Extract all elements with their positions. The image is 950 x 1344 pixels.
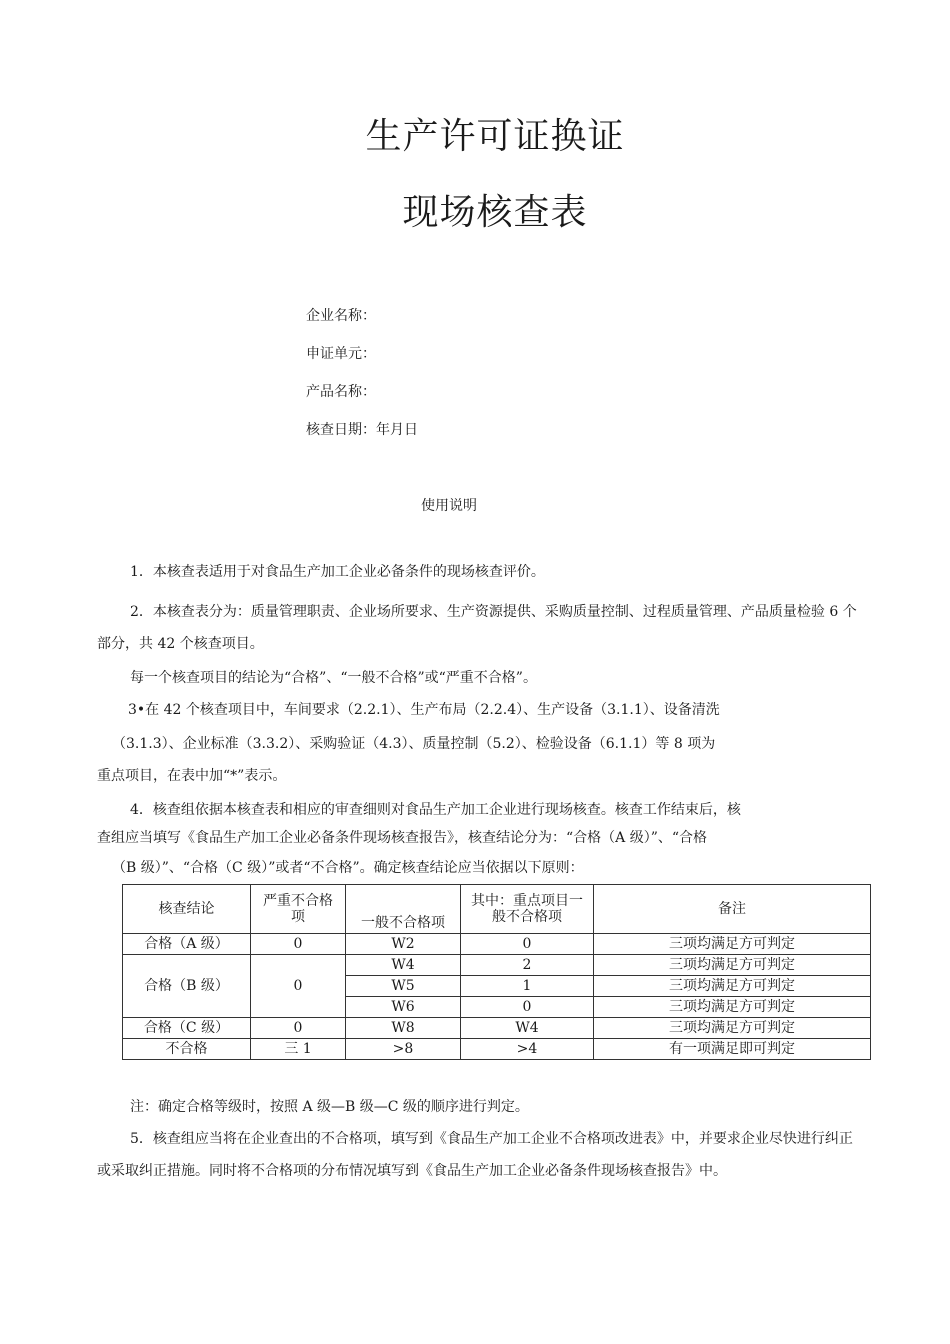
serious-cell: 0 bbox=[251, 934, 346, 955]
remark-cell: 三项均满足方可判定 bbox=[594, 955, 871, 976]
section-heading: 使用说明 bbox=[421, 498, 477, 514]
table-row bbox=[123, 934, 871, 955]
paragraph-4-line-1: 4．核查组依据本核查表和相应的审查细则对食品生产加工企业进行现场核查。核查工作结束后，核 bbox=[130, 802, 741, 818]
general-cell: >8 bbox=[346, 1039, 461, 1060]
header-general: 一般不合格项 bbox=[346, 885, 461, 934]
table-row bbox=[123, 955, 871, 976]
paragraph-4-line-3: （B 级）”、“合格（C 级）”或者“不合格”。确定核查结论应当依据以下原则： bbox=[112, 860, 584, 876]
table-row bbox=[123, 1039, 871, 1060]
key-cell: 2 bbox=[461, 955, 594, 976]
grade-cell: 合格（A 级） bbox=[123, 934, 251, 955]
general-cell: W4 bbox=[346, 955, 461, 976]
grade-cell: 不合格 bbox=[123, 1039, 251, 1060]
grading-table bbox=[122, 884, 871, 1060]
paragraph-2-line-2: 部分，共 42 个核查项目。 bbox=[97, 636, 264, 652]
serious-cell: 0 bbox=[251, 955, 346, 1018]
paragraph-3-line-3: 重点项目，在表中加“*”表示。 bbox=[97, 768, 287, 784]
table-row bbox=[123, 1018, 871, 1039]
remark-cell: 有一项满足即可判定 bbox=[594, 1039, 871, 1060]
key-cell: 1 bbox=[461, 976, 594, 997]
check-date-field: 核查日期：年月日 bbox=[306, 422, 418, 438]
unit-field: 申证单元： bbox=[306, 346, 376, 362]
serious-cell: 三 1 bbox=[251, 1039, 346, 1060]
header-remark: 备注 bbox=[594, 885, 871, 934]
title-line-2: 现场核查表 bbox=[402, 192, 588, 233]
paragraph-2-line-1: 2．本核查表分为：质量管理职责、企业场所要求、生产资源提供、采购质量控制、过程质量管理、产品质量检验 6 个 bbox=[130, 604, 857, 620]
table-header-row bbox=[123, 885, 871, 934]
grade-cell: 合格（B 级） bbox=[123, 955, 251, 1018]
paragraph-1: 1．本核查表适用于对食品生产加工企业必备条件的现场核查评价。 bbox=[130, 564, 545, 580]
remark-cell: 三项均满足方可判定 bbox=[594, 997, 871, 1018]
title-line-1: 生产许可证换证 bbox=[365, 116, 625, 157]
header-conclusion: 核查结论 bbox=[123, 885, 251, 934]
key-cell: W4 bbox=[461, 1018, 594, 1039]
remark-cell: 三项均满足方可判定 bbox=[594, 934, 871, 955]
general-cell: W6 bbox=[346, 997, 461, 1018]
header-key: 其中：重点项目一 般不合格项 bbox=[461, 885, 594, 934]
paragraph-3-line-2: （3.1.3）、企业标准（3.3.2）、采购验证（4.3）、质量控制（5.2）、检验设备（6.1.1）等 8 项为 bbox=[112, 736, 716, 752]
paragraph-2-line-3: 每一个核查项目的结论为“合格”、“一般不合格”或“严重不合格”。 bbox=[130, 670, 537, 686]
general-cell: W8 bbox=[346, 1018, 461, 1039]
paragraph-5-line-1: 5．核查组应当将在企业查出的不合格项，填写到《食品生产加工企业不合格项改进表》中，并要求企业尽快进行纠正 bbox=[130, 1131, 853, 1147]
paragraph-3-line-1: 3•在 42 个核查项目中，车间要求（2.2.1）、生产布局（2.2.4）、生产设备（3.1.1）、设备清洗 bbox=[128, 702, 720, 718]
serious-cell: 0 bbox=[251, 1018, 346, 1039]
remark-cell: 三项均满足方可判定 bbox=[594, 1018, 871, 1039]
product-name-field: 产品名称： bbox=[306, 384, 376, 400]
table-note: 注：确定合格等级时，按照 A 级—B 级—C 级的顺序进行判定。 bbox=[130, 1099, 529, 1115]
header-serious: 严重不合格 项 bbox=[251, 885, 346, 934]
grade-cell: 合格（C 级） bbox=[123, 1018, 251, 1039]
key-cell: 0 bbox=[461, 997, 594, 1018]
paragraph-5-line-2: 或采取纠正措施。同时将不合格项的分布情况填写到《食品生产加工企业必备条件现场核查报告》中。 bbox=[97, 1163, 727, 1179]
general-cell: W5 bbox=[346, 976, 461, 997]
key-cell: 0 bbox=[461, 934, 594, 955]
company-name-field: 企业名称： bbox=[306, 308, 376, 324]
general-cell: W2 bbox=[346, 934, 461, 955]
remark-cell: 三项均满足方可判定 bbox=[594, 976, 871, 997]
paragraph-4-line-2: 查组应当填写《食品生产加工企业必备条件现场核查报告》，核查结论分为：“合格（A 级）”、“合格 bbox=[97, 830, 708, 846]
key-cell: >4 bbox=[461, 1039, 594, 1060]
